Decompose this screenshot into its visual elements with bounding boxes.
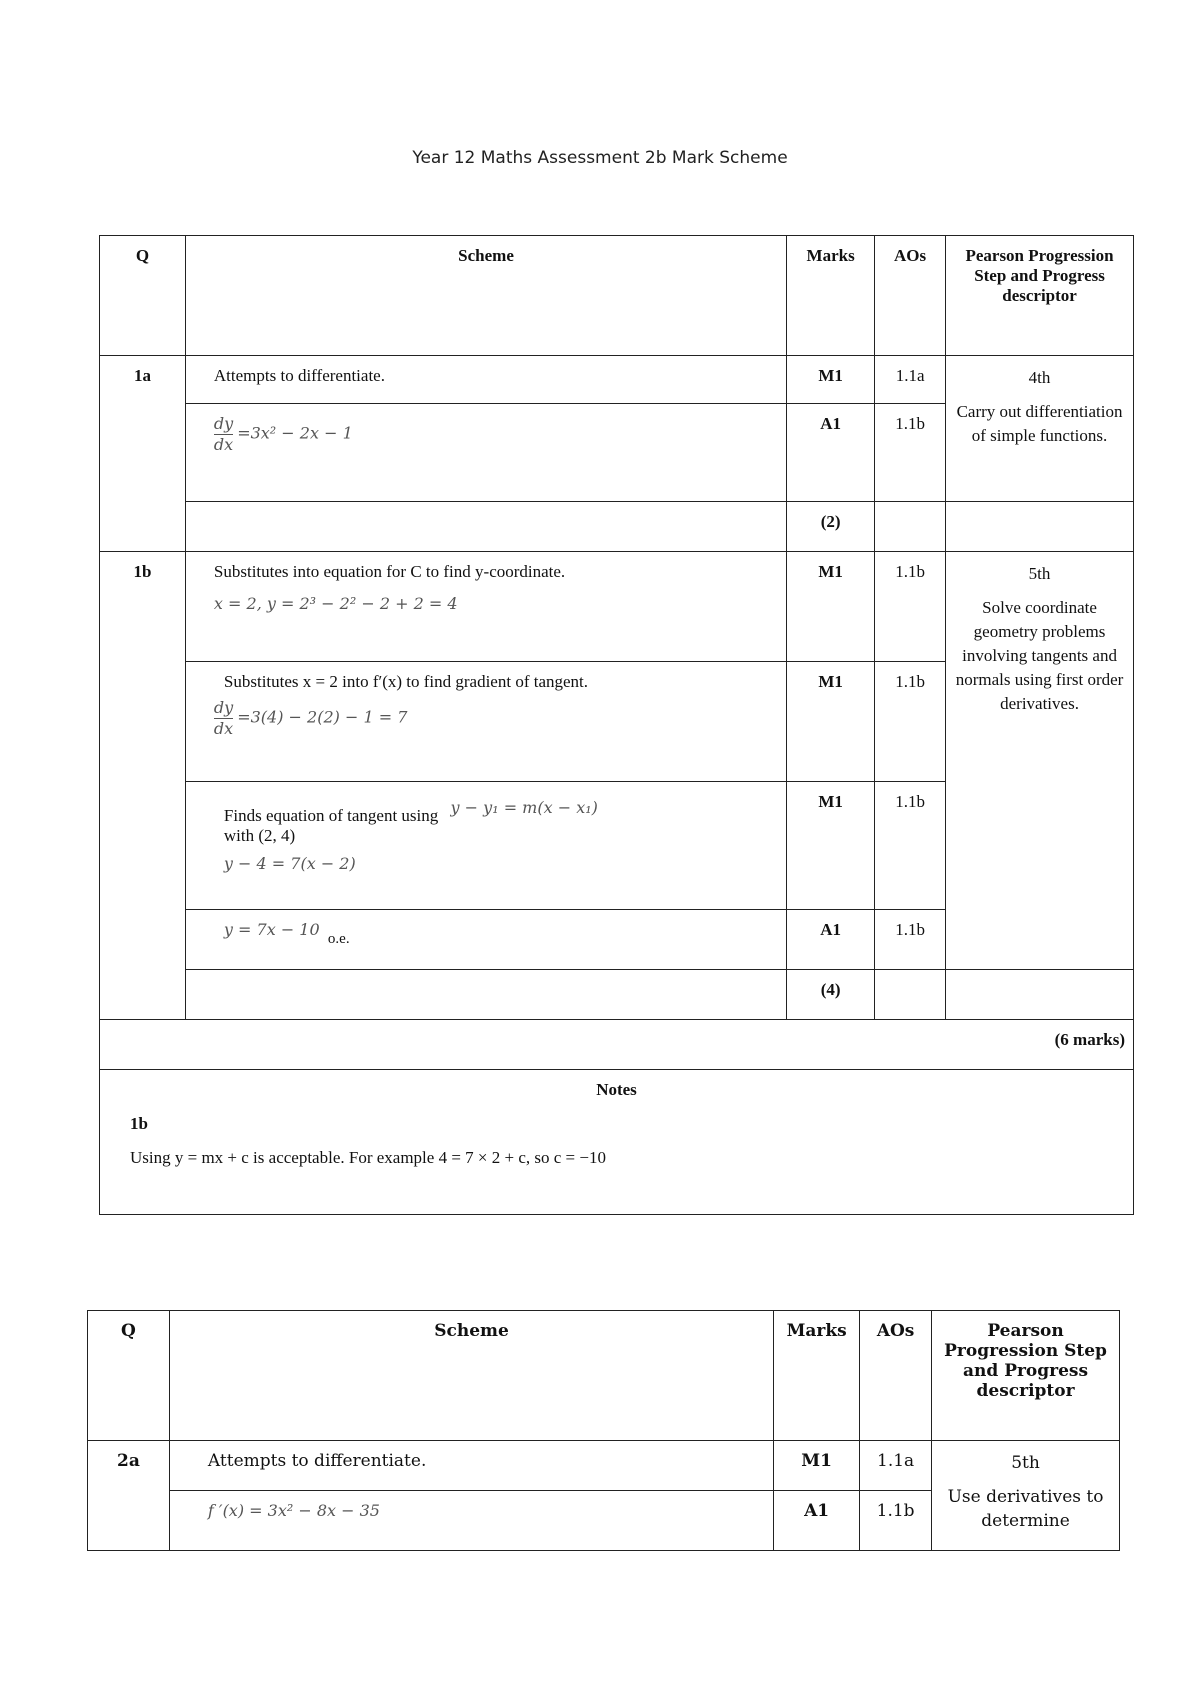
header-progression: Pearson Progression Step and Progress descriptor [932, 1311, 1120, 1441]
scheme-cell [185, 662, 786, 782]
scheme-cell [185, 552, 786, 662]
mark-code: A1 [787, 404, 875, 502]
progression-step: 5th [1011, 1453, 1040, 1473]
notes-section [100, 1070, 1134, 1215]
scheme-line [224, 798, 778, 826]
math-line [214, 698, 778, 739]
scheme-empty [185, 970, 786, 1020]
scheme-cell [185, 910, 786, 970]
header-aos: AOs [860, 1311, 932, 1441]
page-title: Year 12 Maths Assessment 2b Mark Scheme [412, 148, 788, 168]
mark-scheme-table-q1 [99, 235, 1134, 1215]
mark-code: M1 [774, 1441, 860, 1491]
progression-step: 5th [1028, 564, 1051, 583]
mark-code: A1 [774, 1491, 860, 1551]
progression-descriptor [946, 552, 1134, 970]
ao-code: 1.1b [875, 552, 946, 662]
notes-text: Using y = mx + c is acceptable. For example 4 = 7 × 2 + c, so c = −10 [130, 1148, 606, 1167]
scheme-text: Finds equation of tangent using [223, 806, 439, 825]
ao-empty [875, 970, 946, 1020]
ao-code: 1.1b [875, 404, 946, 502]
mark-code: M1 [787, 782, 875, 910]
header-q: Q [100, 236, 186, 356]
ao-code: 1.1b [875, 782, 946, 910]
question-label: 2a [88, 1441, 170, 1551]
math-expression: =3(4) − 2(2) − 1 = 7 [237, 707, 408, 727]
progression-text: Use derivatives to determine [947, 1487, 1104, 1531]
header-scheme: Scheme [169, 1311, 773, 1441]
derivative-fraction: $\frac{dy}{dx}$ [213, 414, 234, 454]
oe-note: o.e. [327, 931, 350, 947]
mark-code: A1 [787, 910, 875, 970]
math-expression: x = 2, y = 2³ − 2² − 2 + 2 = 4 [213, 594, 458, 613]
math-expression: y − 4 = 7(x − 2) [223, 854, 356, 873]
tangent-formula: y − y₁ = m(x − x₁) [450, 798, 598, 817]
scheme-math [169, 1491, 773, 1551]
progression-step: 4th [1028, 368, 1051, 387]
scheme-text: Substitutes into equation for C to find y-coordinate. [213, 562, 566, 581]
question-label: 1b [100, 552, 186, 1020]
progression-empty [946, 970, 1134, 1020]
math-expression: =3x² − 2x − 1 [237, 423, 353, 443]
scheme-cell [185, 782, 786, 910]
header-progression: Pearson Progression Step and Progress descriptor [946, 236, 1134, 356]
notes-subheading: 1b [130, 1114, 148, 1133]
scheme-text: Substitutes x = 2 into f′(x) to find gradient of tangent. [223, 672, 589, 691]
ao-code: 1.1a [875, 356, 946, 404]
header-marks: Marks [774, 1311, 860, 1441]
header-q: Q [88, 1311, 170, 1441]
notes-heading: Notes [596, 1080, 637, 1099]
ao-code: 1.1a [860, 1441, 932, 1491]
scheme-text: Attempts to differentiate. [169, 1441, 773, 1491]
progression-text: Carry out differentiation of simple functions. [956, 402, 1123, 445]
scheme-text: with (2, 4) [223, 826, 296, 845]
header-scheme: Scheme [185, 236, 786, 356]
ao-code: 1.1b [875, 662, 946, 782]
progression-descriptor [932, 1441, 1120, 1551]
header-marks: Marks [787, 236, 875, 356]
scheme-math [185, 404, 786, 502]
mark-total: (2) [787, 502, 875, 552]
ao-code: 1.1b [875, 910, 946, 970]
mark-scheme-table-q2 [87, 1310, 1120, 1551]
ao-empty [875, 502, 946, 552]
mark-code: M1 [787, 356, 875, 404]
math-expression: f ′(x) = 3x² − 8x − 35 [207, 1501, 380, 1520]
mark-code: M1 [787, 552, 875, 662]
math-expression: y = 7x − 10 [223, 920, 320, 939]
progression-descriptor [946, 356, 1134, 502]
mark-total: (4) [787, 970, 875, 1020]
header-aos: AOs [875, 236, 946, 356]
progression-text: Solve coordinate geometry problems involving tangents and normals using first order derivatives. [955, 598, 1124, 713]
scheme-empty [185, 502, 786, 552]
mark-code: M1 [787, 662, 875, 782]
derivative-fraction: $\frac{dy}{dx}$ [213, 698, 234, 738]
progression-empty [946, 502, 1134, 552]
scheme-text: Attempts to differentiate. [185, 356, 786, 404]
question-total: (6 marks) [100, 1020, 1134, 1070]
question-label: 1a [100, 356, 186, 552]
ao-code: 1.1b [860, 1491, 932, 1551]
